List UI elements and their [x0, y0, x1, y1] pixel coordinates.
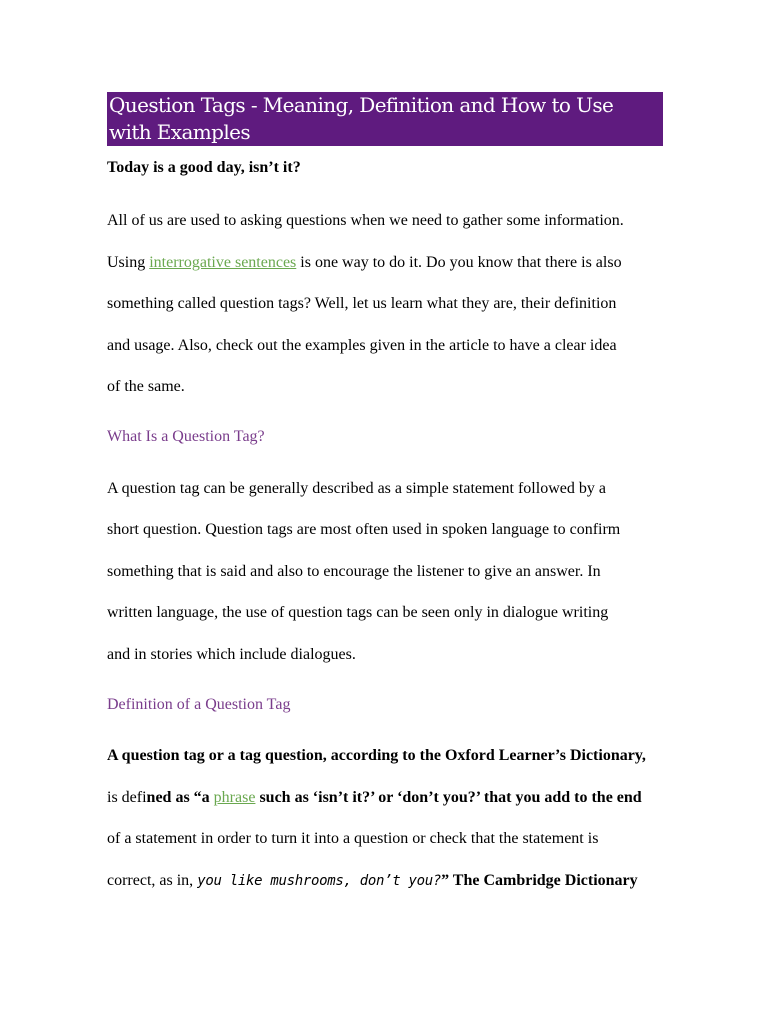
intro-line-2-pre: Using: [107, 253, 150, 271]
intro-line-2: [107, 242, 663, 284]
section2-line-4-b: ” The Cambridge Dictionary: [441, 871, 638, 889]
document-page: [107, 92, 663, 902]
intro-line-3: something called question tags? Well, let us learn what they are, their definition: [107, 295, 617, 312]
section-heading-what-is: What Is a Question Tag?: [107, 427, 265, 445]
subtitle: Today is a good day, isn’t it?: [107, 159, 301, 176]
intro-line-2-post: is one way to do it. Do you know that there is also: [296, 253, 622, 271]
section2-line-3: of a statement in order to turn it into a question or check that the statement is: [107, 830, 599, 847]
section-heading-definition: Definition of a Question Tag: [107, 696, 291, 713]
section1-line-1: A question tag can be generally described as a simple statement followed by a: [107, 479, 606, 497]
section2-line-1: A question tag or a tag question, according to the Oxford Learner’s Dictionary,: [107, 747, 646, 764]
section2-paragraph: [107, 735, 663, 902]
section2-line-4: [107, 860, 663, 903]
example-italic: you like mushrooms, don’t you?: [197, 872, 442, 889]
section2-line-2-a: is defi: [107, 788, 147, 806]
page-title: Question Tags - Meaning, Definition and How to Use with Examples: [107, 92, 663, 146]
section1-line-3: something that is said and also to encourage the listener to give an answer. In: [107, 562, 601, 580]
section2-line-2: [107, 777, 663, 819]
section2-line-2-b: ned as “a: [146, 788, 214, 806]
section1-line-4: written language, the use of question tags can be seen only in dialogue writing: [107, 604, 609, 621]
phrase-link[interactable]: phrase: [213, 788, 256, 806]
interrogative-sentences-link[interactable]: interrogative sentences: [149, 253, 297, 271]
section2-line-2-c: such as ‘isn’t it?’ or ‘don’t you?’ that you add to the end: [255, 788, 642, 806]
section1-line-5: and in stories which include dialogues.: [107, 645, 356, 663]
intro-paragraph: [107, 200, 663, 408]
section1-paragraph: [107, 468, 663, 676]
intro-line-1: All of us are used to asking questions when we need to gather some information.: [107, 212, 624, 229]
intro-line-4: and usage. Also, check out the examples given in the article to have a clear idea: [107, 336, 617, 354]
section1-line-2: short question. Question tags are most often used in spoken language to confirm: [107, 521, 621, 538]
section2-line-4-a: correct, as in,: [107, 871, 198, 889]
intro-line-5: of the same.: [107, 378, 185, 395]
